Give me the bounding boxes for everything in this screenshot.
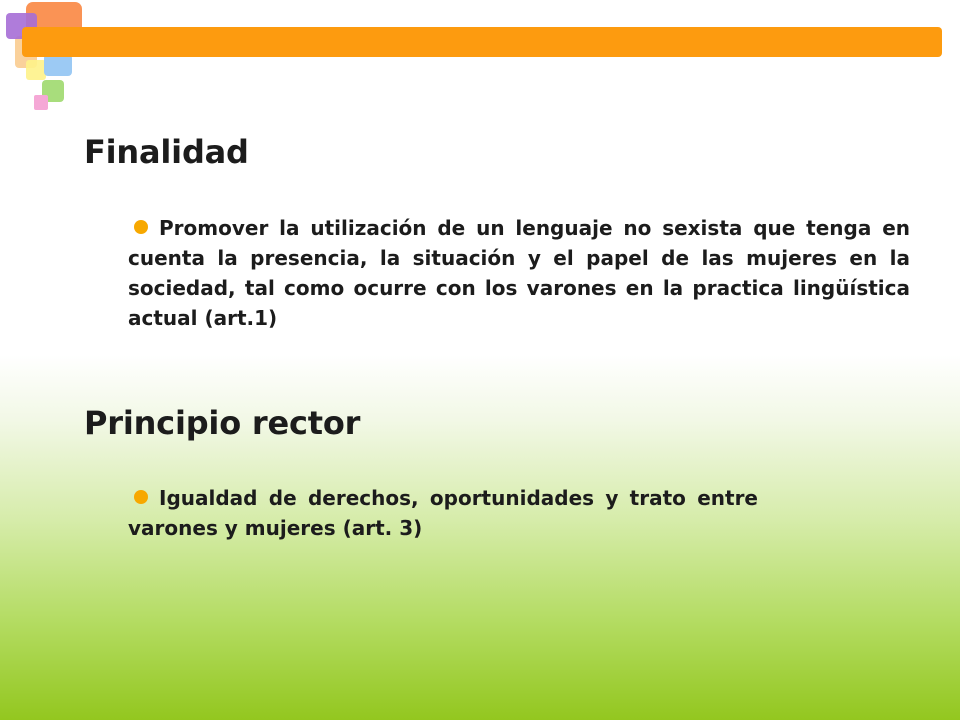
bullet-item-finalidad (128, 213, 910, 333)
bullet-icon (134, 220, 148, 234)
bullet-text-principio-rector: Igualdad de derechos, oportunidades y trato entre varones y mujeres (art. 3) (128, 486, 758, 540)
section-heading-finalidad: Finalidad (84, 133, 249, 171)
bullet-item-principio-rector (128, 483, 758, 543)
bullet-icon (134, 490, 148, 504)
section-heading-principio-rector: Principio rector (84, 404, 361, 442)
bullet-text-finalidad: Promover la utilización de un lenguaje no sexista que tenga en cuenta la presencia, la situación y el papel de las mujeres en la sociedad, tal como ocurre con los varones en la practica lingüística actual (art.1) (128, 216, 910, 330)
top-accent-bar (22, 27, 942, 57)
decorative-squares-logo (0, 0, 100, 120)
